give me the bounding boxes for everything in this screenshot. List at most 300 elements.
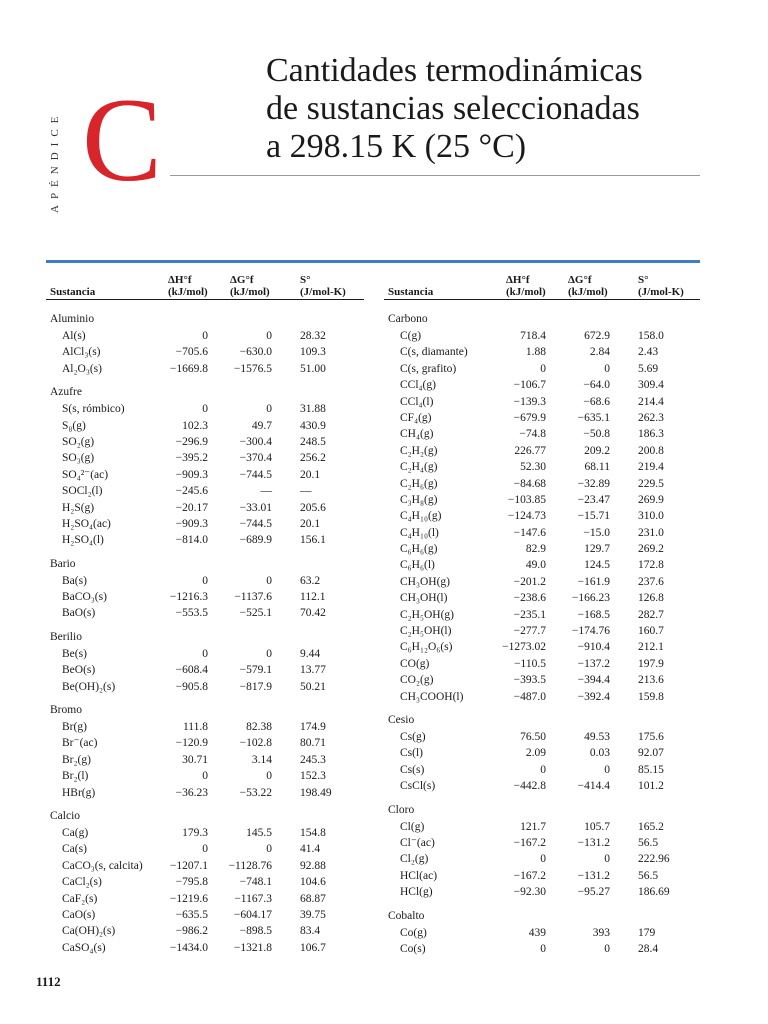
entropy-cell: 156.1 bbox=[300, 534, 326, 547]
entropy-cell: 179 bbox=[638, 926, 656, 939]
table-row bbox=[384, 745, 702, 761]
substance-cell: C₆H₆(l) bbox=[400, 559, 435, 572]
enthalpy-cell: 111.8 bbox=[182, 721, 208, 734]
enthalpy-cell: 0 bbox=[202, 843, 208, 856]
entropy-cell: 160.7 bbox=[638, 625, 664, 638]
entropy-cell: 212.1 bbox=[638, 641, 664, 654]
enthalpy-cell: −124.73 bbox=[507, 510, 546, 523]
table-row bbox=[384, 884, 702, 900]
substance-cell: CH₃OH(l) bbox=[400, 592, 448, 605]
table-row bbox=[46, 679, 364, 695]
gibbs-cell: −1128.76 bbox=[228, 859, 272, 872]
gibbs-cell: −817.9 bbox=[239, 680, 272, 693]
appendix-letter: C bbox=[82, 73, 163, 206]
entropy-cell: 152.3 bbox=[300, 770, 326, 783]
table-row bbox=[46, 785, 364, 801]
substance-cell: H₂SO₄(ac) bbox=[62, 517, 111, 530]
substance-cell: HCl(ac) bbox=[400, 869, 438, 882]
table-row bbox=[384, 476, 702, 492]
substance-cell: AlCl₃(s) bbox=[62, 346, 101, 359]
enthalpy-cell: −110.5 bbox=[514, 657, 546, 670]
entropy-cell: 175.6 bbox=[638, 730, 664, 743]
gibbs-cell: −689.9 bbox=[239, 534, 272, 547]
table-row bbox=[46, 418, 364, 434]
entropy-cell: 106.7 bbox=[300, 941, 326, 954]
substance-cell: S₈(g) bbox=[62, 419, 86, 432]
table-row bbox=[384, 607, 702, 623]
enthalpy-cell: 30.71 bbox=[182, 753, 208, 766]
table-row bbox=[46, 891, 364, 907]
gibbs-cell: — bbox=[260, 485, 272, 498]
substance-cell: CsCl(s) bbox=[400, 780, 436, 793]
table-row bbox=[46, 483, 364, 499]
enthalpy-cell: 1.88 bbox=[525, 346, 546, 359]
enthalpy-cell: −395.2 bbox=[175, 452, 208, 465]
element-group-title: Cobalto bbox=[388, 909, 425, 922]
substance-cell: Br(g) bbox=[62, 721, 87, 734]
entropy-cell: 13.77 bbox=[300, 664, 326, 677]
gibbs-cell: 82.38 bbox=[246, 721, 272, 734]
entropy-cell: 28.4 bbox=[638, 942, 659, 955]
table-right-column bbox=[384, 268, 702, 957]
table-row bbox=[46, 500, 364, 516]
entropy-cell: 430.9 bbox=[300, 419, 326, 432]
substance-cell: Ca(OH)₂(s) bbox=[62, 925, 116, 938]
gibbs-cell: −630.0 bbox=[239, 346, 272, 359]
table-row bbox=[384, 778, 702, 794]
substance-cell: Cl(g) bbox=[400, 820, 425, 833]
substance-cell: CaO(s) bbox=[62, 908, 96, 921]
substance-cell: H₂S(g) bbox=[62, 501, 95, 514]
gibbs-cell: −1167.3 bbox=[234, 892, 272, 905]
entropy-cell: 126.8 bbox=[638, 592, 664, 605]
gibbs-cell: −23.47 bbox=[577, 493, 610, 506]
substance-cell: HCl(g) bbox=[400, 886, 433, 899]
header-gibbs: ΔG°f (kJ/mol) bbox=[230, 274, 270, 298]
element-group-title: Carbono bbox=[388, 313, 428, 325]
gibbs-cell: 0 bbox=[266, 647, 272, 660]
enthalpy-cell: 0 bbox=[540, 853, 546, 866]
table-row bbox=[46, 858, 364, 874]
entropy-cell: 39.75 bbox=[300, 908, 326, 921]
enthalpy-cell: 0 bbox=[202, 403, 208, 416]
enthalpy-cell: −238.6 bbox=[513, 592, 546, 605]
enthalpy-cell: −705.6 bbox=[175, 346, 208, 359]
gibbs-cell: 105.7 bbox=[584, 820, 610, 833]
entropy-cell: 80.71 bbox=[300, 737, 326, 750]
table-row bbox=[384, 410, 702, 426]
entropy-cell: 5.69 bbox=[638, 362, 659, 375]
table-row bbox=[384, 525, 702, 541]
appendix-label: APÉNDICE bbox=[49, 110, 61, 214]
entropy-cell: 231.0 bbox=[638, 526, 664, 539]
gibbs-cell: −131.2 bbox=[577, 836, 610, 849]
gibbs-cell: −68.6 bbox=[583, 395, 610, 408]
table-row bbox=[384, 689, 702, 705]
substance-cell: CO(g) bbox=[400, 657, 430, 670]
entropy-cell: — bbox=[300, 485, 312, 498]
element-group-title: Calcio bbox=[50, 809, 81, 822]
gibbs-cell: −32.89 bbox=[577, 477, 610, 490]
gibbs-cell: −50.8 bbox=[583, 428, 610, 441]
gibbs-cell: −414.4 bbox=[577, 780, 610, 793]
enthalpy-cell: −1669.8 bbox=[169, 362, 208, 375]
table-header-left bbox=[46, 268, 364, 300]
table-row bbox=[46, 825, 364, 841]
table-row bbox=[384, 819, 702, 835]
substance-cell: Al(s) bbox=[62, 330, 86, 342]
element-group-title: Cesio bbox=[388, 713, 415, 726]
entropy-cell: 172.8 bbox=[638, 559, 664, 572]
substance-cell: Al₂O₃(s) bbox=[62, 362, 102, 375]
enthalpy-cell: 226.77 bbox=[514, 444, 546, 457]
entropy-cell: 198.49 bbox=[300, 786, 332, 799]
table-row bbox=[46, 573, 364, 589]
enthalpy-cell: −442.8 bbox=[513, 780, 546, 793]
entropy-cell: 104.6 bbox=[300, 876, 326, 889]
substance-cell: CCl₄(g) bbox=[400, 379, 436, 392]
substance-cell: Br₂(l) bbox=[62, 770, 89, 783]
table-row bbox=[46, 752, 364, 768]
gibbs-cell: 209.2 bbox=[584, 444, 610, 457]
gibbs-cell: −102.8 bbox=[239, 737, 272, 750]
header-enthalpy: ΔH°f (kJ/mol) bbox=[168, 274, 208, 298]
gibbs-cell: 0 bbox=[266, 330, 272, 342]
substance-cell: SO₂(g) bbox=[62, 435, 95, 448]
table-row bbox=[384, 394, 702, 410]
entropy-cell: 186.3 bbox=[638, 428, 664, 441]
entropy-cell: 248.5 bbox=[300, 435, 326, 448]
gibbs-cell: −15.71 bbox=[577, 510, 610, 523]
enthalpy-cell: −1207.1 bbox=[169, 859, 208, 872]
gibbs-cell: −1137.6 bbox=[234, 591, 272, 604]
table-row bbox=[46, 589, 364, 605]
enthalpy-cell: −92.30 bbox=[513, 886, 546, 899]
table-row bbox=[46, 328, 364, 344]
gibbs-cell: 672.9 bbox=[584, 330, 610, 342]
entropy-cell: 214.4 bbox=[638, 395, 664, 408]
enthalpy-cell: −245.6 bbox=[175, 485, 208, 498]
gibbs-cell: 2.84 bbox=[589, 346, 610, 359]
substance-cell: BaCO₃(s) bbox=[62, 591, 107, 604]
gibbs-cell: 0.03 bbox=[589, 747, 610, 760]
enthalpy-cell: −106.7 bbox=[513, 379, 546, 392]
gibbs-cell: −1576.5 bbox=[233, 362, 272, 375]
entropy-cell: 68.87 bbox=[300, 892, 326, 905]
entropy-cell: 245.3 bbox=[300, 753, 326, 766]
table-row bbox=[46, 434, 364, 450]
entropy-cell: 174.9 bbox=[300, 721, 326, 734]
substance-cell: C₆H₆(g) bbox=[400, 543, 438, 556]
table-header-right bbox=[384, 268, 702, 300]
entropy-cell: 83.4 bbox=[300, 925, 321, 938]
table-row bbox=[384, 835, 702, 851]
header-enthalpy: ΔH°f (kJ/mol) bbox=[506, 274, 546, 298]
gibbs-cell: 129.7 bbox=[584, 543, 610, 556]
substance-cell: Be(OH)₂(s) bbox=[62, 680, 116, 693]
table-row bbox=[46, 841, 364, 857]
substance-cell: CaCO₃(s, calcita) bbox=[62, 859, 143, 872]
enthalpy-cell: −167.2 bbox=[513, 836, 546, 849]
entropy-cell: 237.6 bbox=[638, 575, 664, 588]
substance-cell: Br₂(g) bbox=[62, 753, 91, 766]
gibbs-cell: −579.1 bbox=[239, 664, 272, 677]
gibbs-cell: 0 bbox=[266, 574, 272, 587]
gibbs-cell: −910.4 bbox=[577, 641, 610, 654]
table-row bbox=[384, 639, 702, 655]
enthalpy-cell: −986.2 bbox=[175, 925, 208, 938]
page-number: 1112 bbox=[36, 974, 61, 989]
table-row bbox=[46, 768, 364, 784]
entropy-cell: 28.32 bbox=[300, 330, 326, 342]
substance-cell: Ca(g) bbox=[62, 826, 89, 839]
entropy-cell: 222.96 bbox=[638, 853, 670, 866]
gibbs-cell: −748.1 bbox=[239, 876, 272, 889]
entropy-cell: 56.5 bbox=[638, 869, 659, 882]
gibbs-cell: −898.5 bbox=[239, 925, 272, 938]
substance-cell: CH₃COOH(l) bbox=[400, 690, 464, 703]
enthalpy-cell: 0 bbox=[202, 330, 208, 342]
entropy-cell: 101.2 bbox=[638, 780, 664, 793]
gibbs-cell: −604.17 bbox=[233, 908, 272, 921]
entropy-cell: 282.7 bbox=[638, 608, 664, 621]
substance-cell: CaCl₂(s) bbox=[62, 876, 102, 889]
gibbs-cell: 3.14 bbox=[251, 753, 272, 766]
enthalpy-cell: −909.3 bbox=[175, 468, 208, 481]
enthalpy-cell: −103.85 bbox=[507, 493, 546, 506]
entropy-cell: 219.4 bbox=[638, 461, 664, 474]
element-group-title: Aluminio bbox=[50, 313, 95, 325]
enthalpy-cell: 718.4 bbox=[520, 330, 546, 342]
enthalpy-cell: −1434.0 bbox=[169, 941, 208, 954]
table-row bbox=[46, 662, 364, 678]
gibbs-cell: 68.11 bbox=[584, 461, 610, 474]
entropy-cell: 51.00 bbox=[300, 362, 326, 375]
entropy-cell: 31.88 bbox=[300, 403, 326, 416]
substance-cell: C(s, diamante) bbox=[400, 346, 468, 359]
substance-cell: C₂H₄(g) bbox=[400, 461, 438, 474]
substance-cell: Ba(s) bbox=[62, 574, 87, 587]
header-substance: Sustancia bbox=[50, 286, 96, 298]
gibbs-cell: −137.2 bbox=[577, 657, 610, 670]
enthalpy-cell: −139.3 bbox=[513, 395, 546, 408]
table-row bbox=[46, 516, 364, 532]
gibbs-cell: 0 bbox=[604, 853, 610, 866]
gibbs-cell: −394.4 bbox=[577, 674, 610, 687]
table-row bbox=[384, 459, 702, 475]
gibbs-cell: −1321.8 bbox=[233, 941, 272, 954]
gibbs-cell: −166.23 bbox=[571, 592, 610, 605]
substance-cell: C₂H₅OH(l) bbox=[400, 625, 452, 638]
title-line-2: de sustancias seleccionadas bbox=[266, 90, 640, 127]
entropy-cell: 197.9 bbox=[638, 657, 664, 670]
substance-cell: CaSO₄(s) bbox=[62, 941, 106, 954]
enthalpy-cell: 0 bbox=[202, 574, 208, 587]
entropy-cell: 309.4 bbox=[638, 379, 664, 392]
element-group-title: Cloro bbox=[388, 803, 415, 816]
table-row bbox=[46, 467, 364, 483]
enthalpy-cell: −296.9 bbox=[175, 435, 208, 448]
table-row bbox=[46, 923, 364, 939]
substance-cell: SO₄²⁻(ac) bbox=[62, 468, 109, 481]
table-row bbox=[46, 401, 364, 417]
table-row bbox=[384, 623, 702, 639]
gibbs-cell: −635.1 bbox=[577, 411, 610, 424]
entropy-cell: 63.2 bbox=[300, 574, 321, 587]
substance-cell: CCl₄(l) bbox=[400, 395, 434, 408]
table-row bbox=[384, 377, 702, 393]
enthalpy-cell: 49.0 bbox=[525, 559, 546, 572]
table-row bbox=[46, 450, 364, 466]
gibbs-cell: −53.22 bbox=[239, 786, 272, 799]
table-row bbox=[46, 361, 364, 377]
table-row bbox=[46, 605, 364, 621]
substance-cell: C₄H₁₀(g) bbox=[400, 510, 442, 523]
title-divider bbox=[170, 175, 700, 176]
table-row bbox=[384, 729, 702, 745]
gibbs-cell: −131.2 bbox=[577, 869, 610, 882]
entropy-cell: 165.2 bbox=[638, 820, 664, 833]
enthalpy-cell: 0 bbox=[202, 647, 208, 660]
substance-cell: C₂H₅OH(g) bbox=[400, 608, 455, 621]
enthalpy-cell: −235.1 bbox=[513, 608, 546, 621]
enthalpy-cell: −277.7 bbox=[513, 625, 546, 638]
enthalpy-cell: −909.3 bbox=[175, 517, 208, 530]
substance-cell: H₂SO₄(l) bbox=[62, 534, 104, 547]
entropy-cell: 269.2 bbox=[638, 543, 664, 556]
gibbs-cell: −392.4 bbox=[577, 690, 610, 703]
enthalpy-cell: −84.68 bbox=[513, 477, 546, 490]
entropy-cell: 92.07 bbox=[638, 747, 664, 760]
enthalpy-cell: 76.50 bbox=[520, 730, 546, 743]
entropy-cell: 20.1 bbox=[300, 468, 321, 481]
enthalpy-cell: −814.0 bbox=[175, 534, 208, 547]
substance-cell: Cs(l) bbox=[400, 747, 423, 760]
enthalpy-cell: 82.9 bbox=[525, 543, 546, 556]
table-row bbox=[46, 940, 364, 956]
entropy-cell: 70.42 bbox=[300, 607, 326, 620]
table-row bbox=[384, 557, 702, 573]
enthalpy-cell: −487.0 bbox=[513, 690, 546, 703]
enthalpy-cell: −167.2 bbox=[513, 869, 546, 882]
table-row bbox=[46, 907, 364, 923]
enthalpy-cell: 0 bbox=[540, 362, 546, 375]
entropy-cell: 159.8 bbox=[638, 690, 664, 703]
enthalpy-cell: −608.4 bbox=[175, 664, 208, 677]
substance-cell: SOCl₂(l) bbox=[62, 485, 103, 498]
header-gibbs: ΔG°f (kJ/mol) bbox=[568, 274, 608, 298]
substance-cell: CH₃OH(g) bbox=[400, 575, 451, 588]
gibbs-cell: −15.0 bbox=[583, 526, 610, 539]
substance-cell: Cl₂(g) bbox=[400, 853, 429, 866]
enthalpy-cell: −201.2 bbox=[513, 575, 546, 588]
table-left-column bbox=[46, 268, 364, 956]
element-group-title: Bromo bbox=[50, 704, 82, 717]
table-row bbox=[384, 508, 702, 524]
entropy-cell: 186.69 bbox=[638, 886, 670, 899]
table-row bbox=[384, 541, 702, 557]
substance-cell: CaF₂(s) bbox=[62, 892, 98, 905]
substance-cell: Cs(s) bbox=[400, 763, 425, 776]
enthalpy-cell: −795.8 bbox=[175, 876, 208, 889]
table-row bbox=[384, 868, 702, 884]
entropy-cell: 213.6 bbox=[638, 674, 664, 687]
table-row bbox=[384, 361, 702, 377]
enthalpy-cell: 0 bbox=[540, 942, 546, 955]
entropy-cell: 112.1 bbox=[300, 591, 326, 604]
gibbs-cell: −300.4 bbox=[239, 435, 272, 448]
table-row bbox=[46, 646, 364, 662]
element-group-title: Azufre bbox=[50, 386, 82, 399]
gibbs-cell: −168.5 bbox=[577, 608, 610, 621]
substance-cell: BaO(s) bbox=[62, 607, 96, 620]
entropy-cell: 262.3 bbox=[638, 411, 664, 424]
entropy-cell: 50.21 bbox=[300, 680, 326, 693]
gibbs-cell: 0 bbox=[604, 763, 610, 776]
enthalpy-cell: −74.8 bbox=[519, 428, 546, 441]
substance-cell: C₄H₁₀(l) bbox=[400, 526, 439, 539]
header-substance: Sustancia bbox=[388, 286, 434, 298]
enthalpy-cell: −635.5 bbox=[175, 908, 208, 921]
entropy-cell: 154.8 bbox=[300, 826, 326, 839]
table-top-rule bbox=[46, 260, 700, 263]
entropy-cell: 158.0 bbox=[638, 330, 664, 342]
gibbs-cell: 0 bbox=[604, 942, 610, 955]
table-row bbox=[384, 328, 702, 344]
header-entropy: S° (J/mol-K) bbox=[638, 274, 684, 298]
entropy-cell: 41.4 bbox=[300, 843, 321, 856]
enthalpy-cell: −1219.6 bbox=[169, 892, 208, 905]
entropy-cell: 310.0 bbox=[638, 510, 664, 523]
gibbs-cell: 0 bbox=[266, 770, 272, 783]
enthalpy-cell: 439 bbox=[528, 926, 546, 939]
enthalpy-cell: −679.9 bbox=[513, 411, 546, 424]
entropy-cell: 2.43 bbox=[638, 346, 659, 359]
substance-cell: BeO(s) bbox=[62, 664, 96, 677]
entropy-cell: 200.8 bbox=[638, 444, 664, 457]
substance-cell: CF₄(g) bbox=[400, 411, 432, 424]
table-row bbox=[46, 719, 364, 735]
enthalpy-cell: 121.7 bbox=[520, 820, 546, 833]
page-title bbox=[266, 52, 736, 166]
gibbs-cell: −370.4 bbox=[239, 452, 272, 465]
gibbs-cell: 145.5 bbox=[246, 826, 272, 839]
enthalpy-cell: 102.3 bbox=[182, 419, 208, 432]
gibbs-cell: −744.5 bbox=[239, 468, 272, 481]
entropy-cell: 269.9 bbox=[638, 493, 664, 506]
title-line-1: Cantidades termodinámicas bbox=[266, 52, 643, 89]
substance-cell: HBr(g) bbox=[62, 786, 96, 799]
substance-cell: CO₂(g) bbox=[400, 674, 434, 687]
entropy-cell: 109.3 bbox=[300, 346, 326, 359]
substance-cell: S(s, rómbico) bbox=[62, 403, 125, 416]
title-line-3: a 298.15 K (25 °C) bbox=[266, 128, 527, 165]
gibbs-cell: −33.01 bbox=[239, 501, 272, 514]
header-entropy: S° (J/mol-K) bbox=[300, 274, 346, 298]
gibbs-cell: 49.53 bbox=[584, 730, 610, 743]
gibbs-cell: −525.1 bbox=[239, 607, 272, 620]
entropy-cell: 9.44 bbox=[300, 647, 321, 660]
table-row bbox=[384, 925, 702, 941]
element-group-title: Bario bbox=[50, 557, 76, 570]
gibbs-cell: 0 bbox=[604, 362, 610, 375]
table-body-left bbox=[46, 300, 364, 956]
table-row bbox=[46, 344, 364, 360]
entropy-cell: 229.5 bbox=[638, 477, 664, 490]
enthalpy-cell: 0 bbox=[202, 770, 208, 783]
table-body-right bbox=[384, 300, 702, 957]
enthalpy-cell: −553.5 bbox=[175, 607, 208, 620]
